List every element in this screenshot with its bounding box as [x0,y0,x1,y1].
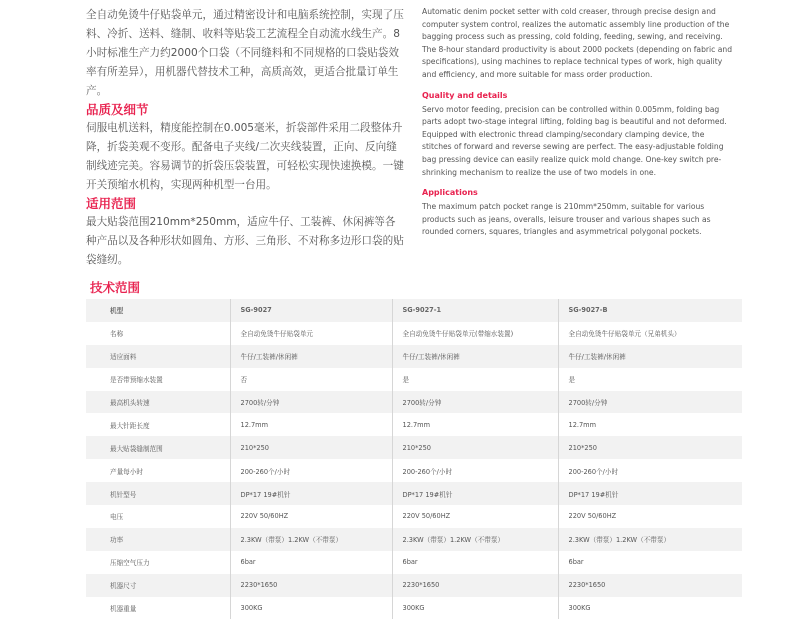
spec-table [86,299,742,619]
spec-label-cell: 机器重量 [86,597,230,620]
cn-quality-title: 品质及细节 [86,102,149,117]
spec-value-cell: 12.7mm [392,413,558,436]
table-row [86,345,742,368]
spec-value-cell: 2.3KW（带泵）1.2KW（不带泵） [230,528,392,551]
spec-value-cell: 6bar [230,551,392,574]
spec-value-cell: 2700转/分钟 [392,391,558,414]
spec-value-cell: 全自动免烫牛仔贴袋单元（兄弟机头） [558,322,742,345]
spec-value-cell: SG-9027-1 [392,299,558,322]
spec-value-cell: 牛仔/工装裤/休闲裤 [392,345,558,368]
spec-table-body [86,299,742,619]
table-row [86,436,742,459]
spec-value-cell: 300KG [392,597,558,620]
spec-value-cell: 6bar [558,551,742,574]
table-row [86,322,742,345]
spec-value-cell: 2700转/分钟 [230,391,392,414]
spec-label-cell: 机器尺寸 [86,574,230,597]
spec-value-cell: 2230*1650 [230,574,392,597]
spec-value-cell: 200-260个/小时 [392,459,558,482]
tech-spec-title: 技术范围 [90,280,141,295]
table-row [86,391,742,414]
en-applications-text: The maximum patch pocket range is 210mm*250mm, suitable for various products such as jeans, overalls, leisure trouser and various shapes such as rounded corners, squares, triangles and asymmetrical polygonal pockets. [422,202,711,237]
spec-value-cell: 是 [558,368,742,391]
table-row [86,505,742,528]
spec-value-cell: DP*17 19#机针 [230,482,392,505]
spec-value-cell: 2230*1650 [392,574,558,597]
spec-value-cell: 220V 50/60HZ [558,505,742,528]
cn-applications-text: 最大贴袋范围210mm*250mm，适应牛仔、工装裤、休闲裤等各种产品以及各种形状如圆角、方形、三角形、不对称多边形口袋的贴袋缝纫。 [86,216,404,266]
table-row [86,551,742,574]
table-row [86,528,742,551]
spec-value-cell: 200-260个/小时 [230,459,392,482]
spec-label-cell: 电压 [86,505,230,528]
spec-label-cell: 适应面料 [86,345,230,368]
spec-value-cell: 牛仔/工装裤/休闲裤 [558,345,742,368]
spec-label-cell: 是否带预缩水装置 [86,368,230,391]
spec-value-cell: 300KG [230,597,392,620]
table-row [86,413,742,436]
spec-label-cell: 产量每小时 [86,459,230,482]
spec-value-cell: 2700转/分钟 [558,391,742,414]
spec-value-cell: 是 [392,368,558,391]
cn-applications-title: 适用范围 [86,196,137,211]
spec-value-cell: 220V 50/60HZ [230,505,392,528]
spec-header-row [86,299,742,322]
spec-value-cell: 300KG [558,597,742,620]
spec-label-cell: 机型 [86,299,230,322]
spec-value-cell: SG-9027-B [558,299,742,322]
spec-value-cell: 2230*1650 [558,574,742,597]
cn-quality-text: 伺服电机送料，精度能控制在0.005毫米，折袋部件采用二段整体升降，折袋美观不变形。配备电子夹线/二次夹线装置，正向、反向缝制线迹完美。容易调节的折袋压袋装置，可轻松实现快速换模。一键开关预缩水机构，实现两种机型一台用。 [86,122,404,191]
en-quality-text: Servo motor feeding, precision can be controlled within 0.005mm, folding bag parts adopt two-stage integral lifting, folding bag is beautiful and not deformed. Equipped with electronic thread clamping/secondary clamping device, the stitches of forward and reverse sewing are perfect. The easy-adjustable folding bag pressing device can easily realize quick mold change. One-key switch pre-shrinking mechanism to realize the use of two models in one. [422,104,727,177]
spec-value-cell: 牛仔/工装裤/休闲裤 [230,345,392,368]
spec-value-cell: 200-260个/小时 [558,459,742,482]
spec-label-cell: 最高机头转速 [86,391,230,414]
table-row [86,574,742,597]
spec-label-cell: 名称 [86,322,230,345]
spec-value-cell: 全自动免烫牛仔贴袋单元(带缩水装置) [392,322,558,345]
en-applications-title: Applications [422,188,478,198]
spec-label-cell: 功率 [86,528,230,551]
spec-value-cell: 12.7mm [558,413,742,436]
spec-value-cell: DP*17 19#机针 [558,482,742,505]
table-row [86,459,742,482]
spec-value-cell: SG-9027 [230,299,392,322]
table-row [86,482,742,505]
chinese-description [86,6,404,270]
spec-value-cell: 全自动免烫牛仔贴袋单元 [230,322,392,345]
english-description [422,6,732,239]
en-intro: Automatic denim pocket setter with cold creaser, through precise design and computer system control, realizes the automatic assembly line production of the bagging process such as pressing, cold folding, feeding, sewing, and receiving. The 8-hour standard productivity is about 2000 pockets (depending on fabric and specifications), using machines to replace technical types of work, high quality and efficiency, and more suitable for mass order production. [422,7,733,79]
spec-value-cell: 210*250 [392,436,558,459]
spec-value-cell: 否 [230,368,392,391]
table-row [86,597,742,620]
spec-value-cell: 2.3KW（带泵）1.2KW（不带泵） [558,528,742,551]
spec-value-cell: 12.7mm [230,413,392,436]
spec-value-cell: 220V 50/60HZ [392,505,558,528]
spec-value-cell: 6bar [392,551,558,574]
spec-label-cell: 最大贴袋缝制范围 [86,436,230,459]
table-row [86,368,742,391]
spec-label-cell: 最大针距长度 [86,413,230,436]
cn-intro: 全自动免烫牛仔贴袋单元，通过精密设计和电脑系统控制，实现了压料、冷折、送料、缝制、收料等贴袋工艺流程全自动流水线生产。8小时标准生产力约2000个口袋（不同缝料和不同规格的口袋贴袋效率有所差异），用机器代替技术工种，高质高效，更适合批量订单生产。 [86,9,404,97]
spec-label-cell: 机针型号 [86,482,230,505]
spec-value-cell: 210*250 [558,436,742,459]
en-quality-title: Quality and details [422,90,508,100]
spec-value-cell: 2.3KW（带泵）1.2KW（不带泵） [392,528,558,551]
spec-label-cell: 压缩空气压力 [86,551,230,574]
spec-value-cell: 210*250 [230,436,392,459]
spec-value-cell: DP*17 19#机针 [392,482,558,505]
